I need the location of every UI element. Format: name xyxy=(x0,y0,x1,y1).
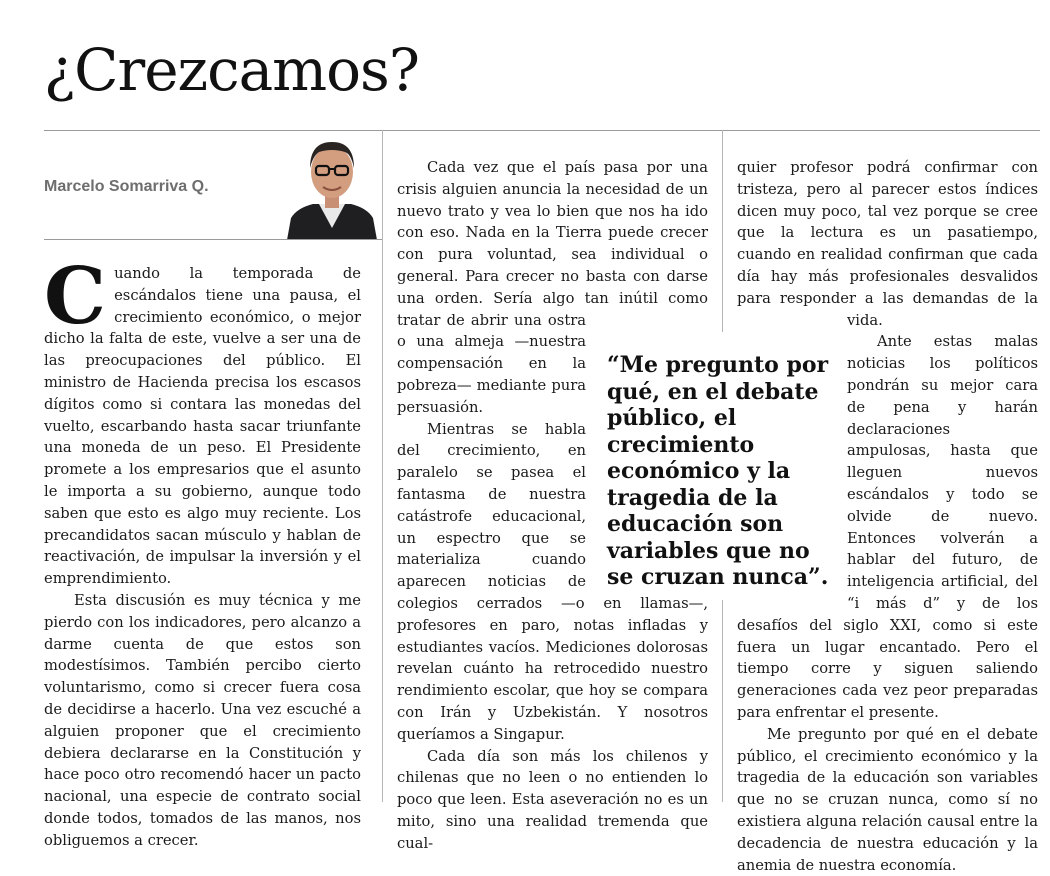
column-divider xyxy=(382,130,383,802)
paragraph: Me pregunto por qué en el debate público, el crecimiento económico y la tragedia de la educación son variables que no se cruzan nunca, como sí no existiera alguna relación causal entre la decadencia de nuestra educación y la anemia de nuestra economía. xyxy=(737,725,1038,874)
title-divider xyxy=(44,130,1040,131)
paragraph: Mientras se habla del crecimiento, en paralelo se pasea el fantasma de nuestra catástrofe educacional, un espectro que se materializa cuando aparecen noticias de colegios cerrados —o en llamas—, profesores en paro, notas infladas y estudiantes vacíos. Mediciones dolorosas revelan cuánto ha retrocedido nuestro rendimiento escolar, que hoy se compara con Irán y Uzbekistán. Y nosotros queríamos a Singapur. xyxy=(397,420,708,743)
paragraph xyxy=(44,251,361,590)
pull-quote: “Me pregunto por qué, en el debate público, el crecimiento económico y la tragedia de la educación son variables que no se cruzan nunca”. xyxy=(607,352,829,590)
paragraph: Cada vez que el país pasa por una crisis alguien anuncia la necesidad de un nuevo trato y vea lo bien que nos ha ido con eso. Nada en la Tierra puede crecer con pura voluntad, sea individual o general. Para crecer no basta con darse una orden. Sería algo tan inútil como tratar de abrir una ostra o una almeja —nuestra compensación en la pobreza— mediante pura persuasión. xyxy=(397,159,708,416)
column-divider xyxy=(722,130,723,332)
paragraph: quier profesor podrá confirmar con tristeza, pero al parecer estos índices dicen muy poco, tal vez porque se cree que la lectura es un pasatiempo, cuando en realidad confirman que cada día hay más profesionales desvalidos para responder a las demandas de la vida. xyxy=(737,159,1038,329)
paragraph: Esta discusión es muy técnica y me pierdo con los indicadores, pero alcanzo a darme cuenta de que estos son modestísimos. También percibo cierto voluntarismo, como si crecer fuera cosa de decidirse a hacerlo. Una vez escuché a alguien proponer que el crecimiento debiera declararse en la Constitución y hace poco otro recomendó hacer un pacto nacional, una especie de contrato social donde todos, tomados de las manos, nos obliguemos a crecer. xyxy=(44,591,361,849)
article-title: ¿Crezcamos? xyxy=(44,36,419,104)
paragraph-text: uando la temporada de escándalos tiene una pausa, el crecimiento económico, o mejor dicho la falta de este, vuelve a ser una de las preocupaciones del público. El ministro de Hacienda precisa los escasos dígitos como si contara las monedas del vuelto, escarbando hasta sacar triunfante una moneda de un peso. El Presidente promete a los empresarios que el asunto le importa a su gobierno, aunque todo saben que esto es algo muy reciente. Los precandidatos sacan músculo y hablan de reactivación, de impulsar la inversión y el emprendimiento. xyxy=(44,265,361,588)
drop-cap: C xyxy=(44,251,107,342)
author-name: Marcelo Somarriva Q. xyxy=(44,178,209,195)
author-photo xyxy=(283,134,381,240)
author-divider xyxy=(44,239,382,240)
column-divider xyxy=(722,600,723,802)
article-column-1 xyxy=(44,251,361,852)
paragraph: Ante estas malas noticias los políticos pondrán su mejor cara de pena y harán declaraciones ampulosas, hasta que lleguen nuevos escándalos y todo se olvide de nuevo. Entonces volverán a hablar del futuro, de inteligencia artificial, del “i más d” y de los desafíos del siglo XXI, como si este fuera un lugar encantado. Pero el tiempo corre y siguen saliendo generaciones cada vez peor preparadas para enfrentar el presente. xyxy=(737,333,1038,721)
paragraph: Cada día son más los chilenos y chilenas que no leen o no entienden lo poco que leen. Esta aseveración no es un mito, sino una realidad tremenda que cual- xyxy=(397,747,708,852)
